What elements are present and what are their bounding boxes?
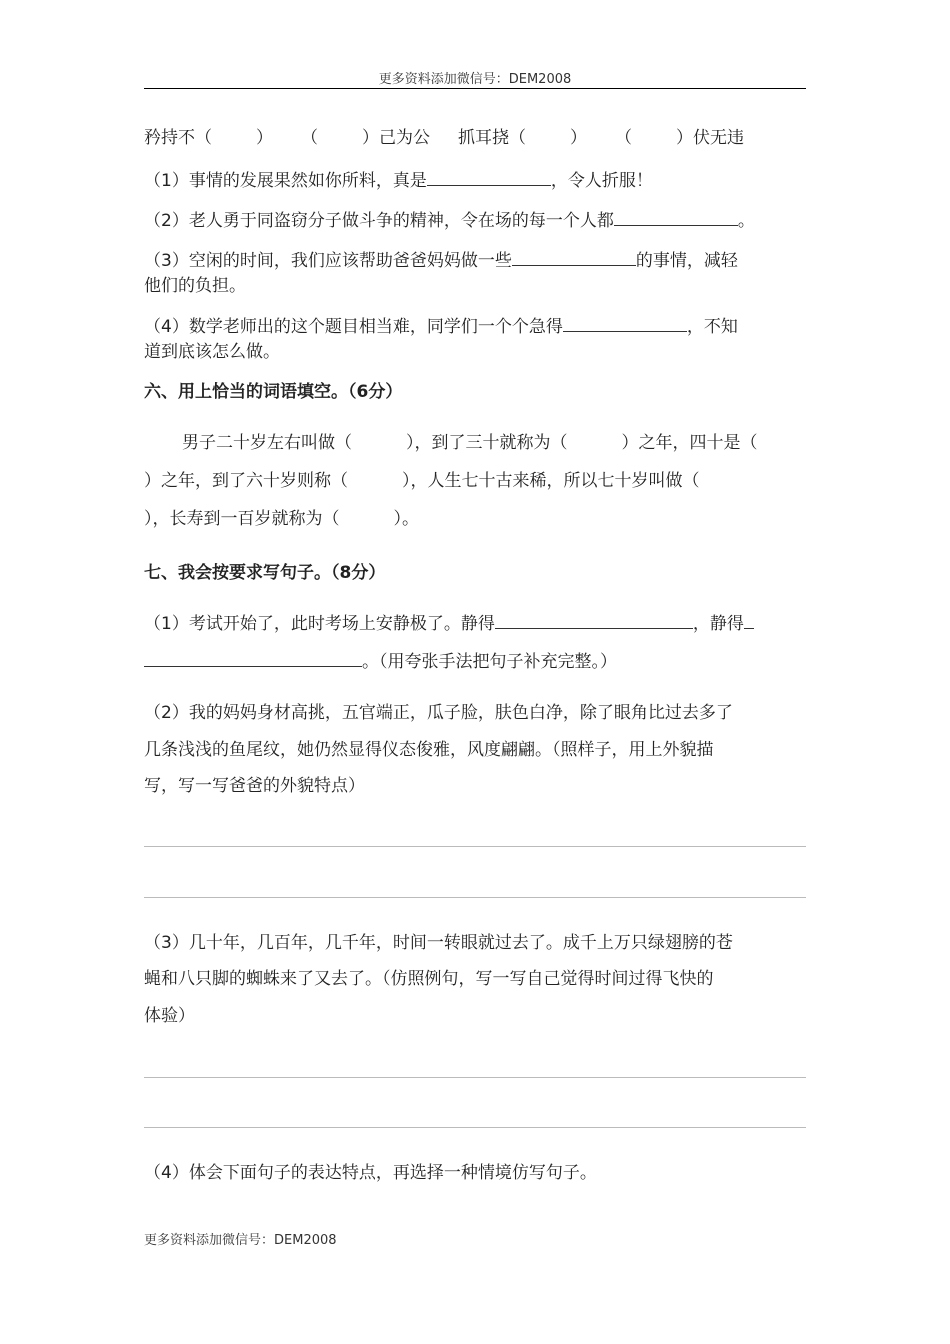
s5-q2-after: 。 [737,211,755,231]
s7-q1-blank2-start [744,612,754,629]
idiom1-start: 矜持不（ [144,128,212,148]
s7-q3-answer-line2[interactable] [144,1127,806,1128]
idiom2-open2: （ [615,128,632,148]
idiom1-end: ）己为公 [362,128,430,148]
s5-q4-text: （4）数学老师出的这个题目相当难，同学们一个个急得 [144,317,563,337]
s5-q3-line2: 他们的负担。 [144,276,246,296]
s6-l2-b: ），人生七十古来稀，所以七十岁叫做（ [402,471,700,491]
s5-q3 [144,249,806,272]
s5-q3-text: （3）空闲的时间，我们应该帮助爸爸妈妈做一些 [144,251,512,271]
idiom2-end: ）伏无违 [676,128,744,148]
s5-q2 [144,209,806,232]
s6-line1 [182,432,806,454]
s7-q2-line2: 几条浅浅的鱼尾纹，她仍然显得仪态俊雅，风度翩翩。（照样子，用上外貌描 [144,740,714,760]
s5-q1 [144,169,806,192]
s7-q1-c: 。（用夸张手法把句子补充完整。） [362,652,617,672]
s7-q3-line1: （3）几十年，几百年，几千年，时间一转眼就过去了。成千上万只绿翅膀的苍 [144,933,733,953]
s5-q4-after: ，不知 [686,317,738,337]
s6-l3-a: ），长寿到一百岁就称为（ [144,509,340,529]
s7-q2-answer-line1[interactable] [144,846,806,847]
s7-q3-line3: 体验） [144,1006,195,1026]
s6-l1-c: ）之年，四十是（ [621,433,758,453]
s7-q3-answer-line1[interactable] [144,1077,806,1078]
page-header: 更多资料添加微信号：DEM2008 [378,72,572,87]
s5-q1-blank[interactable] [427,169,551,186]
s7-q1-line2 [144,650,806,673]
section6-title: 六、用上恰当的词语填空。（6分） [144,382,403,402]
idiom1-open2: （ [301,128,318,148]
s5-q4-blank[interactable] [563,315,687,332]
s6-l3-b: ）。 [393,509,419,529]
s7-q1 [144,612,806,635]
idiom1-mid: ） [256,128,273,148]
s7-q1-a: （1）考试开始了，此时考场上安静极了。静得 [144,614,495,634]
idioms-line [144,127,806,149]
s6-line2 [144,470,806,492]
header-divider [144,88,806,89]
s7-q2-line1: （2）我的妈妈身材高挑，五官端正，瓜子脸，肤色白净，除了眼角比过去多了 [144,703,733,723]
s5-q4 [144,315,806,338]
s5-q1-text: （1）事情的发展果然如你所料，真是 [144,171,427,191]
idiom2-start: 抓耳挠（ [458,128,526,148]
s7-q2-answer-line2[interactable] [144,897,806,898]
page-footer: 更多资料添加微信号：DEM2008 [144,1233,337,1248]
s5-q3-blank[interactable] [512,249,636,266]
s7-q1-b: ，静得 [692,614,744,634]
s5-q2-text: （2）老人勇于同盗窃分子做斗争的精神，令在场的每一个人都 [144,211,614,231]
section7-title: 七、我会按要求写句子。（8分） [144,563,386,583]
s7-q1-blank2[interactable] [144,650,362,667]
s7-q1-blank1[interactable] [495,612,693,629]
s5-q2-blank[interactable] [614,209,738,226]
s6-l1-b: ），到了三十就称为（ [406,433,568,453]
s5-q1-after: ，令人折服！ [550,171,653,191]
s5-q3-after: 的事情，减轻 [635,251,738,271]
s6-l1-a: 男子二十岁左右叫做（ [182,433,352,453]
idiom2-mid: ） [570,128,587,148]
s5-q4-line2: 道到底该怎么做。 [144,342,280,362]
s6-l2-a: ）之年，到了六十岁则称（ [144,471,348,491]
s6-line3 [144,508,806,530]
s7-q2-line3: 写，写一写爸爸的外貌特点） [144,776,365,796]
s7-q4: （4）体会下面句子的表达特点，再选择一种情境仿写句子。 [144,1163,597,1183]
s7-q3-line2: 蝇和八只脚的蜘蛛来了又去了。（仿照例句，写一写自己觉得时间过得飞快的 [144,969,714,989]
